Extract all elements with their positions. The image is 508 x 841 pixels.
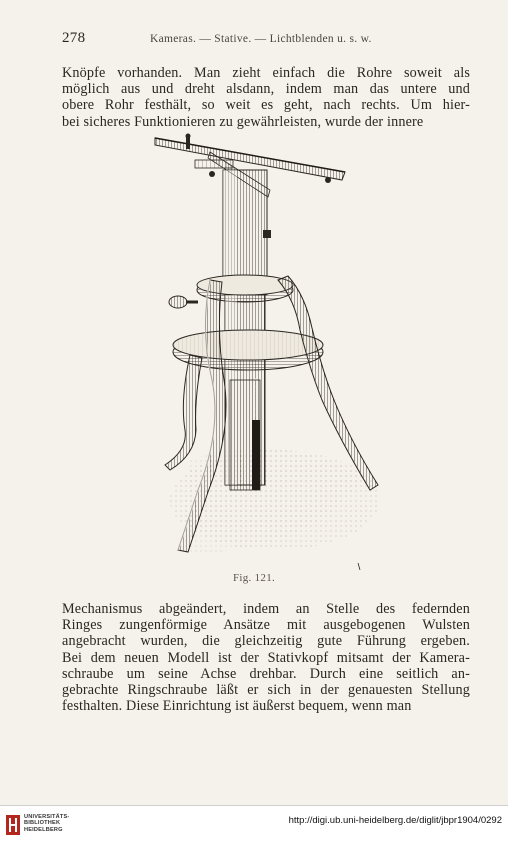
library-name-line: HEIDELBERG — [24, 826, 63, 833]
text-line: schraube um seine Achse drehbar. Durch eine seitlich an- — [62, 665, 470, 682]
page-header — [62, 30, 470, 53]
running-title: Kameras. — Stative. — Lichtblenden u. s. w. — [150, 33, 372, 45]
digital-library-footer — [0, 805, 508, 841]
figure-caption: Fig. 121. — [232, 572, 276, 584]
page-number: 278 — [62, 30, 86, 46]
library-logo[interactable] — [6, 814, 70, 838]
library-name-line: BIBLIOTHEK — [24, 820, 61, 827]
text-line: festhalten. Diese Einrichtung ist äußerst bequem, wenn man — [62, 698, 412, 715]
text-line: angebracht wurden, die gleichzeitig gute Führung ergeben. — [62, 633, 470, 650]
tripod-engraving — [150, 130, 390, 570]
library-emblem-icon — [6, 815, 20, 835]
text-line: möglich aus und dreht alsdann, indem man das untere und — [62, 81, 470, 98]
text-line: bei sicheres Funktionieren zu gewährleisten, wurde der innere — [62, 113, 424, 130]
library-name-line: UNIVERSITÄTS- — [24, 814, 70, 820]
text-line: Bei dem neuen Modell ist der Stativkopf mitsamt der Kamera- — [62, 649, 470, 666]
text-line: Ringes zungenförmige Ansätze mit ausgebogenen Wulsten — [62, 617, 470, 634]
paragraph-top — [62, 65, 470, 130]
text-line: Knöpfe vorhanden. Man zieht einfach die Rohre soweit als — [62, 65, 470, 81]
text-line: Mechanismus abgeändert, indem an Stelle des federnden — [62, 601, 470, 617]
library-name — [24, 814, 70, 833]
text-line: gebrachte Ringschraube läßt er sich in der genauesten Stellung — [62, 682, 470, 699]
text-line: obere Rohr festhält, so weit es geht, nach rechts. Um hier- — [62, 97, 470, 114]
permalink-url[interactable]: http://digi.ub.uni-heidelberg.de/diglit/jbpr1904/0292 — [288, 815, 502, 826]
paragraph-bottom — [62, 601, 470, 714]
